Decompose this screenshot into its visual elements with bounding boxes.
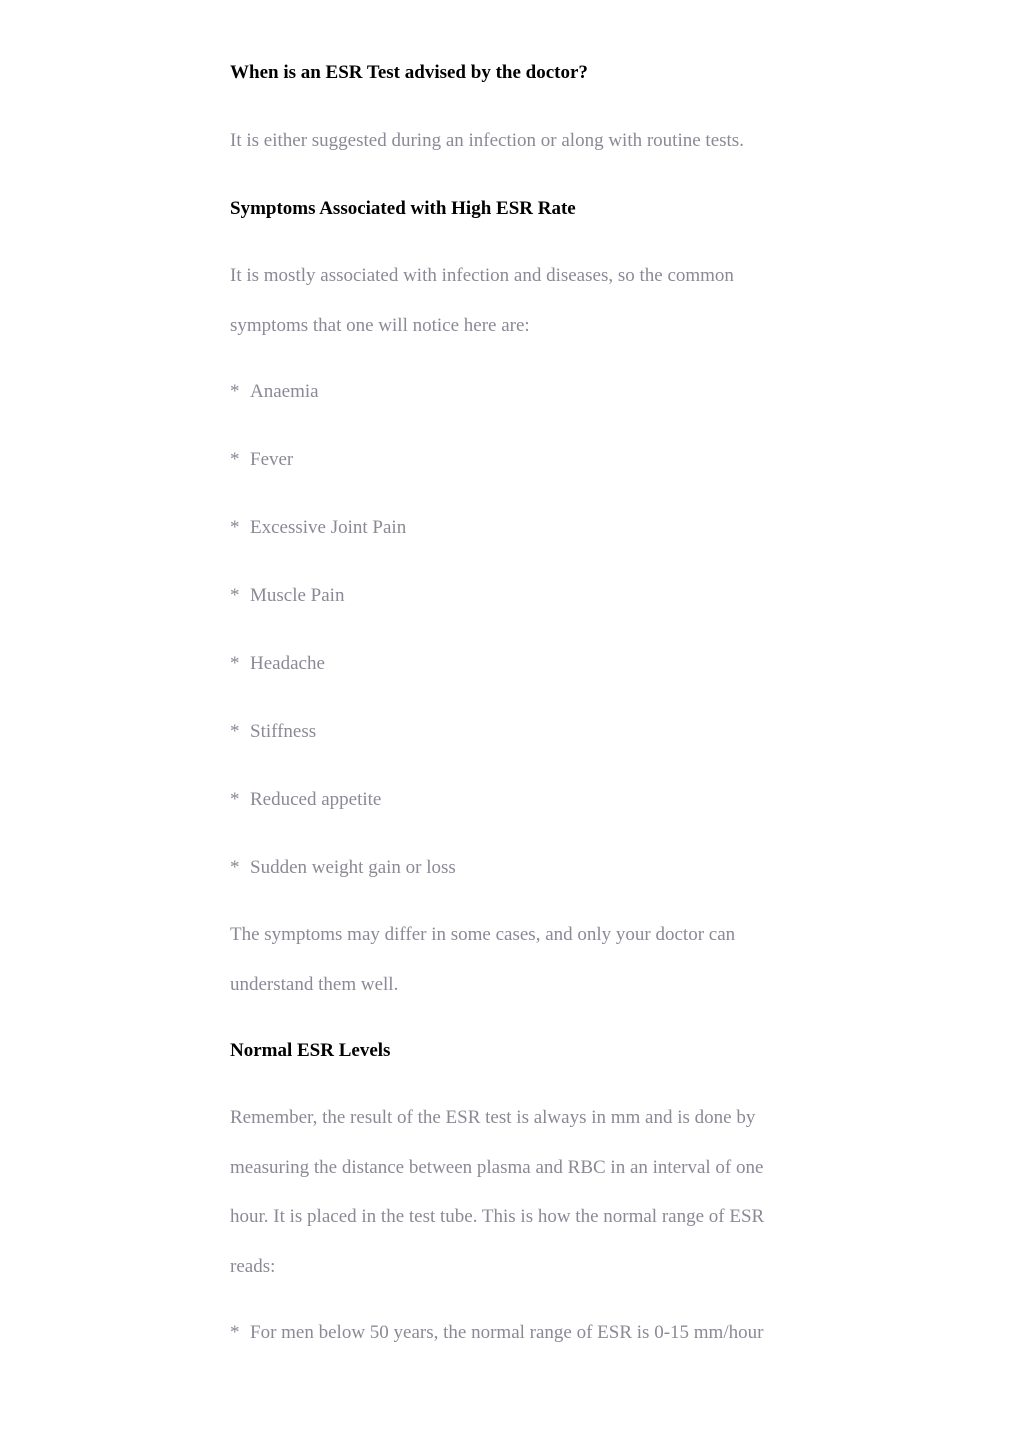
list-item xyxy=(230,1317,810,1349)
paragraph-line: The symptoms may differ in some cases, and only your doctor can xyxy=(230,924,736,945)
list-item-text: Headache xyxy=(250,653,325,674)
paragraph-symptoms-closing xyxy=(230,910,810,1009)
list-item-text: Reduced appetite xyxy=(250,789,382,810)
list-item xyxy=(230,444,810,476)
paragraph-line: measuring the distance between plasma and RBC in an interval of one xyxy=(230,1156,764,1178)
list-item xyxy=(230,784,810,816)
article-body xyxy=(230,57,810,1349)
paragraph-line: It is mostly associated with infection and diseases, so the common xyxy=(230,265,734,286)
list-item xyxy=(230,512,810,544)
bullet-marker: * xyxy=(230,1322,240,1343)
normal-range-list xyxy=(230,1317,810,1349)
paragraph-line: reads: xyxy=(230,1255,276,1277)
paragraph-line: hour. It is placed in the test tube. This is how the normal range of ESR xyxy=(230,1206,765,1227)
list-item-text: Excessive Joint Pain xyxy=(250,517,407,538)
bullet-marker: * xyxy=(230,857,240,878)
symptoms-list xyxy=(230,376,810,884)
bullet-marker: * xyxy=(230,585,240,606)
list-item xyxy=(230,376,810,408)
list-item-text: Anaemia xyxy=(250,381,319,402)
list-item-text: Sudden weight gain or loss xyxy=(250,857,456,878)
heading-symptoms: Symptoms Associated with High ESR Rate xyxy=(230,198,576,219)
paragraph-normal-esr xyxy=(230,1093,810,1291)
bullet-marker: * xyxy=(230,653,240,674)
list-item-text: Fever xyxy=(250,449,294,470)
list-item xyxy=(230,580,810,612)
heading-when-advised: When is an ESR Test advised by the doctor? xyxy=(230,62,588,83)
paragraph-when-advised: It is either suggested during an infection or along with routine tests. xyxy=(230,130,744,151)
list-item-text: Muscle Pain xyxy=(250,585,345,606)
list-item-text: For men below 50 years, the normal range of ESR is 0-15 mm/hour xyxy=(250,1322,764,1343)
bullet-marker: * xyxy=(230,381,240,402)
paragraph-line: Remember, the result of the ESR test is always in mm and is done by xyxy=(230,1107,756,1128)
list-item-text: Stiffness xyxy=(250,721,317,742)
heading-normal-esr-levels: Normal ESR Levels xyxy=(230,1040,391,1061)
list-item xyxy=(230,648,810,680)
list-item xyxy=(230,852,810,884)
paragraph-line: understand them well. xyxy=(230,973,399,995)
bullet-marker: * xyxy=(230,449,240,470)
bullet-marker: * xyxy=(230,721,240,742)
paragraph-symptoms-intro xyxy=(230,251,810,350)
bullet-marker: * xyxy=(230,789,240,810)
bullet-marker: * xyxy=(230,517,240,538)
paragraph-line: symptoms that one will notice here are: xyxy=(230,314,530,336)
list-item xyxy=(230,716,810,748)
